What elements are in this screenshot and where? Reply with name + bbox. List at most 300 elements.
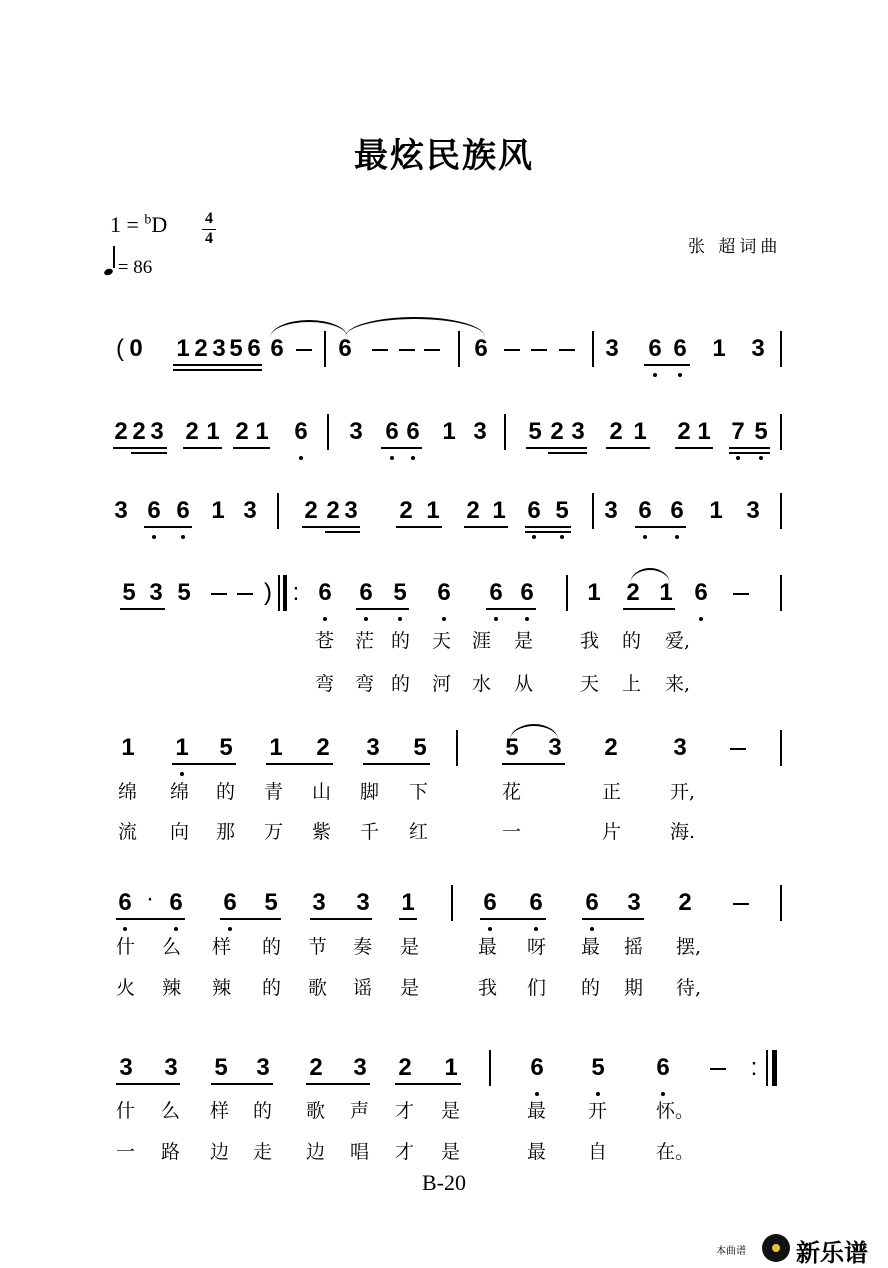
note: 2 [235, 418, 249, 445]
beam-underline [183, 447, 222, 449]
lyric-verse2: 向 [170, 821, 190, 843]
low-octave-dot [488, 927, 492, 931]
symbol: ) [264, 579, 272, 606]
note: 1 [633, 418, 647, 445]
note: 3 [349, 418, 363, 445]
barline [780, 493, 782, 529]
tie [345, 317, 485, 337]
note: 6 [385, 418, 399, 445]
sustain-dash [733, 903, 749, 905]
low-octave-dot [390, 456, 394, 460]
note: 6 [294, 418, 308, 445]
sustain-dash [531, 349, 547, 351]
lyric-verse1: 脚 [360, 781, 380, 803]
note: 3 [356, 889, 370, 916]
low-octave-dot [411, 456, 415, 460]
note: 6 [318, 579, 332, 606]
lyric-verse1: 爱, [665, 630, 691, 652]
note: 2 [678, 889, 692, 916]
low-octave-dot [535, 1092, 539, 1096]
quarter-note-icon [103, 268, 114, 277]
beam-underline [131, 452, 167, 454]
note: 1 [426, 497, 440, 524]
barline [566, 575, 568, 611]
lyric-verse1: 怀。 [656, 1100, 695, 1122]
lyric-verse2: 走 [253, 1141, 273, 1163]
beam-underline [266, 763, 333, 765]
symbol: · [146, 885, 154, 912]
note: 2 [309, 1054, 323, 1081]
note: 1 [587, 579, 601, 606]
note: 3 [548, 734, 562, 761]
lyric-verse2: 弯 [315, 673, 335, 695]
beam-underline [120, 608, 165, 610]
sustain-dash [733, 593, 749, 595]
low-octave-dot [181, 535, 185, 539]
lyric-verse2: 辣 [162, 977, 182, 999]
lyric-verse2: 边 [306, 1141, 326, 1163]
lyric-verse1: 歌 [306, 1100, 326, 1122]
beam-underline [173, 369, 262, 371]
lyric-verse2: 最 [527, 1141, 547, 1163]
barline [456, 730, 458, 766]
lyric-verse2: 红 [409, 821, 429, 843]
low-octave-dot [123, 927, 127, 931]
note: 5 [219, 734, 233, 761]
sustain-dash [504, 349, 520, 351]
tempo-marking [104, 257, 152, 279]
note: 2 [626, 579, 640, 606]
note: 5 [393, 579, 407, 606]
beam-underline [675, 447, 713, 449]
note: 6 [489, 579, 503, 606]
lyric-verse2: 在。 [656, 1141, 695, 1163]
lyric-verse2: 的 [581, 977, 601, 999]
lyric-verse2: 千 [360, 821, 380, 843]
tie [630, 568, 670, 584]
barline [592, 331, 594, 367]
note: 6 [147, 497, 161, 524]
symbol: : [292, 579, 300, 606]
time-signature-top: 4 [205, 210, 213, 227]
note: 1 [175, 734, 189, 761]
end-repeat-barline [772, 1050, 777, 1086]
note: 7 [731, 418, 745, 445]
beam-underline [325, 531, 360, 533]
note: 3 [243, 497, 257, 524]
lyric-verse2: 们 [527, 977, 547, 999]
lyric-verse1: 是 [400, 936, 420, 958]
tempo-value: = 86 [117, 257, 153, 278]
note: 2 [550, 418, 564, 445]
note: 3 [627, 889, 641, 916]
note: 6 [520, 579, 534, 606]
note: 5 [214, 1054, 228, 1081]
beam-underline [729, 447, 770, 449]
note: 3 [604, 497, 618, 524]
note: 1 [211, 497, 225, 524]
beam-underline [363, 763, 430, 765]
sustain-dash [710, 1068, 726, 1070]
end-repeat-barline [766, 1050, 768, 1086]
note: 2 [399, 497, 413, 524]
note: 1 [442, 418, 456, 445]
lyric-verse1: 最 [478, 936, 498, 958]
note: 1 [121, 734, 135, 761]
low-octave-dot [736, 456, 740, 460]
flat-sign: b [144, 212, 152, 228]
beam-underline [480, 918, 546, 920]
beam-underline [525, 526, 571, 528]
note: 3 [150, 418, 164, 445]
note: 3 [571, 418, 585, 445]
sustain-dash [237, 593, 253, 595]
lyric-verse2: 我 [478, 977, 498, 999]
note: 6 [437, 579, 451, 606]
low-octave-dot [560, 535, 564, 539]
note: 2 [316, 734, 330, 761]
note: 6 [670, 497, 684, 524]
beam-underline [131, 447, 167, 449]
barline [780, 331, 782, 367]
note: 1 [401, 889, 415, 916]
lyric-verse1: 声 [350, 1100, 370, 1122]
note: 5 [591, 1054, 605, 1081]
note: 6 [406, 418, 420, 445]
lyric-verse1: 下 [409, 781, 429, 803]
note: 1 [659, 579, 673, 606]
beam-underline [233, 447, 270, 449]
low-octave-dot [228, 927, 232, 931]
beam-underline [220, 918, 281, 920]
beam-underline [548, 452, 587, 454]
lyric-verse1: 什 [116, 1100, 136, 1122]
lyric-verse2: 海. [670, 821, 696, 843]
note: 6 [270, 335, 284, 362]
lyric-verse2: 谣 [353, 977, 373, 999]
lyric-verse1: 奏 [353, 936, 373, 958]
lyric-verse2: 一 [502, 821, 522, 843]
lyric-verse1: 茫 [355, 630, 375, 652]
lyric-verse2: 自 [588, 1141, 608, 1163]
beam-underline [302, 526, 360, 528]
low-octave-dot [675, 535, 679, 539]
lyric-verse1: 的 [622, 630, 642, 652]
note: 5 [555, 497, 569, 524]
sustain-dash [559, 349, 575, 351]
lyric-verse1: 的 [253, 1100, 273, 1122]
note: 6 [483, 889, 497, 916]
note: 3 [751, 335, 765, 362]
note: 2 [677, 418, 691, 445]
note: 5 [229, 335, 243, 362]
low-octave-dot [364, 617, 368, 621]
lyric-verse1: 最 [581, 936, 601, 958]
key-signature [110, 212, 167, 238]
note: 6 [530, 1054, 544, 1081]
note: 1 [444, 1054, 458, 1081]
watermark-small-text: 本曲谱 [716, 1246, 746, 1257]
note: 6 [118, 889, 132, 916]
lyric-verse2: 河 [432, 673, 452, 695]
note: 2 [326, 497, 340, 524]
sustain-dash [399, 349, 415, 351]
lyric-verse1: 么 [161, 1100, 181, 1122]
song-title: 最炫民族风 [354, 136, 534, 176]
low-octave-dot [174, 927, 178, 931]
note: 3 [119, 1054, 133, 1081]
barline [592, 493, 594, 529]
low-octave-dot [323, 617, 327, 621]
lyric-verse1: 山 [312, 781, 332, 803]
note: 5 [264, 889, 278, 916]
note: 5 [177, 579, 191, 606]
note: 6 [527, 497, 541, 524]
beam-underline [306, 1083, 370, 1085]
lyric-verse1: 节 [308, 936, 328, 958]
beam-underline [729, 452, 770, 454]
note: 3 [746, 497, 760, 524]
beam-underline [116, 918, 185, 920]
symbol: : [750, 1054, 758, 1081]
note: 3 [673, 734, 687, 761]
note: 3 [256, 1054, 270, 1081]
lyric-verse1: 苍 [315, 630, 335, 652]
watermark-logo-text: 新乐谱 [796, 1239, 868, 1267]
note: 2 [609, 418, 623, 445]
note: 1 [176, 335, 190, 362]
barline [504, 414, 506, 450]
beam-underline [635, 526, 686, 528]
lyric-verse2: 待, [676, 977, 702, 999]
low-octave-dot [534, 927, 538, 931]
low-octave-dot [152, 535, 156, 539]
beam-underline [116, 1083, 180, 1085]
note: 1 [712, 335, 726, 362]
note: 6 [247, 335, 261, 362]
barline [780, 885, 782, 921]
lyric-verse2: 火 [116, 977, 136, 999]
page-number: B-20 [422, 1170, 466, 1195]
beam-underline [486, 608, 536, 610]
beam-underline [582, 918, 644, 920]
note: 2 [398, 1054, 412, 1081]
note: 1 [492, 497, 506, 524]
lyric-verse1: 呀 [527, 936, 547, 958]
note: 3 [114, 497, 128, 524]
lyric-verse2: 天 [580, 673, 600, 695]
lyric-verse1: 样 [210, 1100, 230, 1122]
beam-underline [399, 918, 417, 920]
tie [270, 320, 348, 338]
beam-underline [623, 608, 675, 610]
lyric-verse2: 紫 [312, 821, 332, 843]
note: 2 [194, 335, 208, 362]
lyric-verse2: 万 [264, 821, 284, 843]
lyric-verse1: 什 [116, 936, 136, 958]
note: 3 [605, 335, 619, 362]
note: 1 [206, 418, 220, 445]
lyric-verse1: 摆, [676, 936, 702, 958]
note: 6 [176, 497, 190, 524]
symbol: ( [116, 335, 124, 362]
note: 5 [754, 418, 768, 445]
barline [780, 414, 782, 450]
low-octave-dot [525, 617, 529, 621]
sustain-dash [424, 349, 440, 351]
lyric-verse2: 流 [118, 821, 138, 843]
barline [327, 414, 329, 450]
lyric-verse1: 正 [602, 781, 622, 803]
vinyl-disc-icon [762, 1234, 790, 1262]
lyric-verse2: 期 [624, 977, 644, 999]
note: 2 [132, 418, 146, 445]
note: 6 [673, 335, 687, 362]
beam-underline [502, 763, 565, 765]
lyric-verse2: 是 [400, 977, 420, 999]
beam-underline [144, 526, 192, 528]
low-octave-dot [442, 617, 446, 621]
barline [489, 1050, 491, 1086]
low-octave-dot [494, 617, 498, 621]
beam-underline [211, 1083, 273, 1085]
lyric-verse2: 是 [441, 1141, 461, 1163]
note: 3 [473, 418, 487, 445]
note: 6 [359, 579, 373, 606]
beam-underline [525, 531, 571, 533]
lyric-verse2: 唱 [350, 1141, 370, 1163]
lyric-verse1: 的 [216, 781, 236, 803]
note: 0 [129, 335, 143, 362]
low-octave-dot [590, 927, 594, 931]
barline [780, 730, 782, 766]
lyric-verse1: 绵 [170, 781, 190, 803]
sustain-dash [730, 748, 746, 750]
note: 6 [338, 335, 352, 362]
note: 3 [366, 734, 380, 761]
lyric-verse2: 来, [665, 673, 691, 695]
note: 6 [656, 1054, 670, 1081]
lyric-verse2: 路 [161, 1141, 181, 1163]
sustain-dash [211, 593, 227, 595]
beam-underline [310, 918, 372, 920]
note: 3 [164, 1054, 178, 1081]
lyric-verse2: 从 [514, 673, 534, 695]
beam-underline [395, 1083, 461, 1085]
low-octave-dot [398, 617, 402, 621]
lyric-verse2: 弯 [355, 673, 375, 695]
note: 6 [648, 335, 662, 362]
lyric-verse1: 么 [162, 936, 182, 958]
note: 3 [344, 497, 358, 524]
lyric-verse2: 歌 [308, 977, 328, 999]
barline [277, 493, 279, 529]
lyric-verse1: 我 [580, 630, 600, 652]
beam-underline [464, 526, 508, 528]
note: 5 [413, 734, 427, 761]
beam-underline [381, 447, 422, 449]
lyric-verse1: 才 [395, 1100, 415, 1122]
low-octave-dot [653, 373, 657, 377]
beam-underline [173, 364, 262, 366]
lyric-verse2: 边 [210, 1141, 230, 1163]
note: 6 [638, 497, 652, 524]
low-octave-dot [678, 373, 682, 377]
low-octave-dot [299, 456, 303, 460]
composer-credit: 张 超词曲 [688, 237, 782, 257]
low-octave-dot [180, 772, 184, 776]
note: 6 [585, 889, 599, 916]
note: 6 [169, 889, 183, 916]
low-octave-dot [661, 1092, 665, 1096]
lyric-verse2: 水 [472, 673, 492, 695]
lyric-verse1: 摇 [624, 936, 644, 958]
lyric-verse2: 上 [622, 673, 642, 695]
tie [510, 724, 558, 740]
barline [780, 575, 782, 611]
low-octave-dot [699, 617, 703, 621]
lyric-verse2: 才 [395, 1141, 415, 1163]
lyric-verse1: 是 [514, 630, 534, 652]
beam-underline [606, 447, 650, 449]
quarter-note-stem [113, 246, 115, 268]
lyric-verse1: 涯 [472, 630, 492, 652]
note: 6 [694, 579, 708, 606]
key-note: D [151, 212, 168, 237]
note: 5 [528, 418, 542, 445]
lyric-verse1: 的 [262, 936, 282, 958]
note: 2 [466, 497, 480, 524]
sustain-dash [372, 349, 388, 351]
note: 1 [709, 497, 723, 524]
key-prefix: 1 = [110, 212, 145, 237]
lyric-verse1: 绵 [118, 781, 138, 803]
note: 6 [223, 889, 237, 916]
lyric-verse1: 开 [588, 1100, 608, 1122]
low-octave-dot [759, 456, 763, 460]
note: 2 [185, 418, 199, 445]
lyric-verse1: 开, [670, 781, 696, 803]
lyric-verse2: 的 [391, 673, 411, 695]
note: 3 [312, 889, 326, 916]
lyric-verse1: 最 [527, 1100, 547, 1122]
time-signature-bottom: 4 [205, 230, 213, 247]
barline [451, 885, 453, 921]
note: 2 [114, 418, 128, 445]
note: 6 [474, 335, 488, 362]
repeat-barline [278, 575, 280, 611]
note: 1 [255, 418, 269, 445]
note: 1 [269, 734, 283, 761]
beam-underline [396, 526, 442, 528]
lyric-verse1: 的 [391, 630, 411, 652]
note: 2 [604, 734, 618, 761]
note: 5 [122, 579, 136, 606]
note: 1 [697, 418, 711, 445]
note: 2 [304, 497, 318, 524]
lyric-verse1: 是 [441, 1100, 461, 1122]
note: 6 [529, 889, 543, 916]
lyric-verse2: 片 [602, 821, 622, 843]
beam-underline [526, 447, 587, 449]
low-octave-dot [596, 1092, 600, 1096]
lyric-verse1: 样 [212, 936, 232, 958]
note: 5 [505, 734, 519, 761]
low-octave-dot [532, 535, 536, 539]
lyric-verse1: 青 [264, 781, 284, 803]
beam-underline [356, 608, 409, 610]
lyric-verse2: 那 [216, 821, 236, 843]
